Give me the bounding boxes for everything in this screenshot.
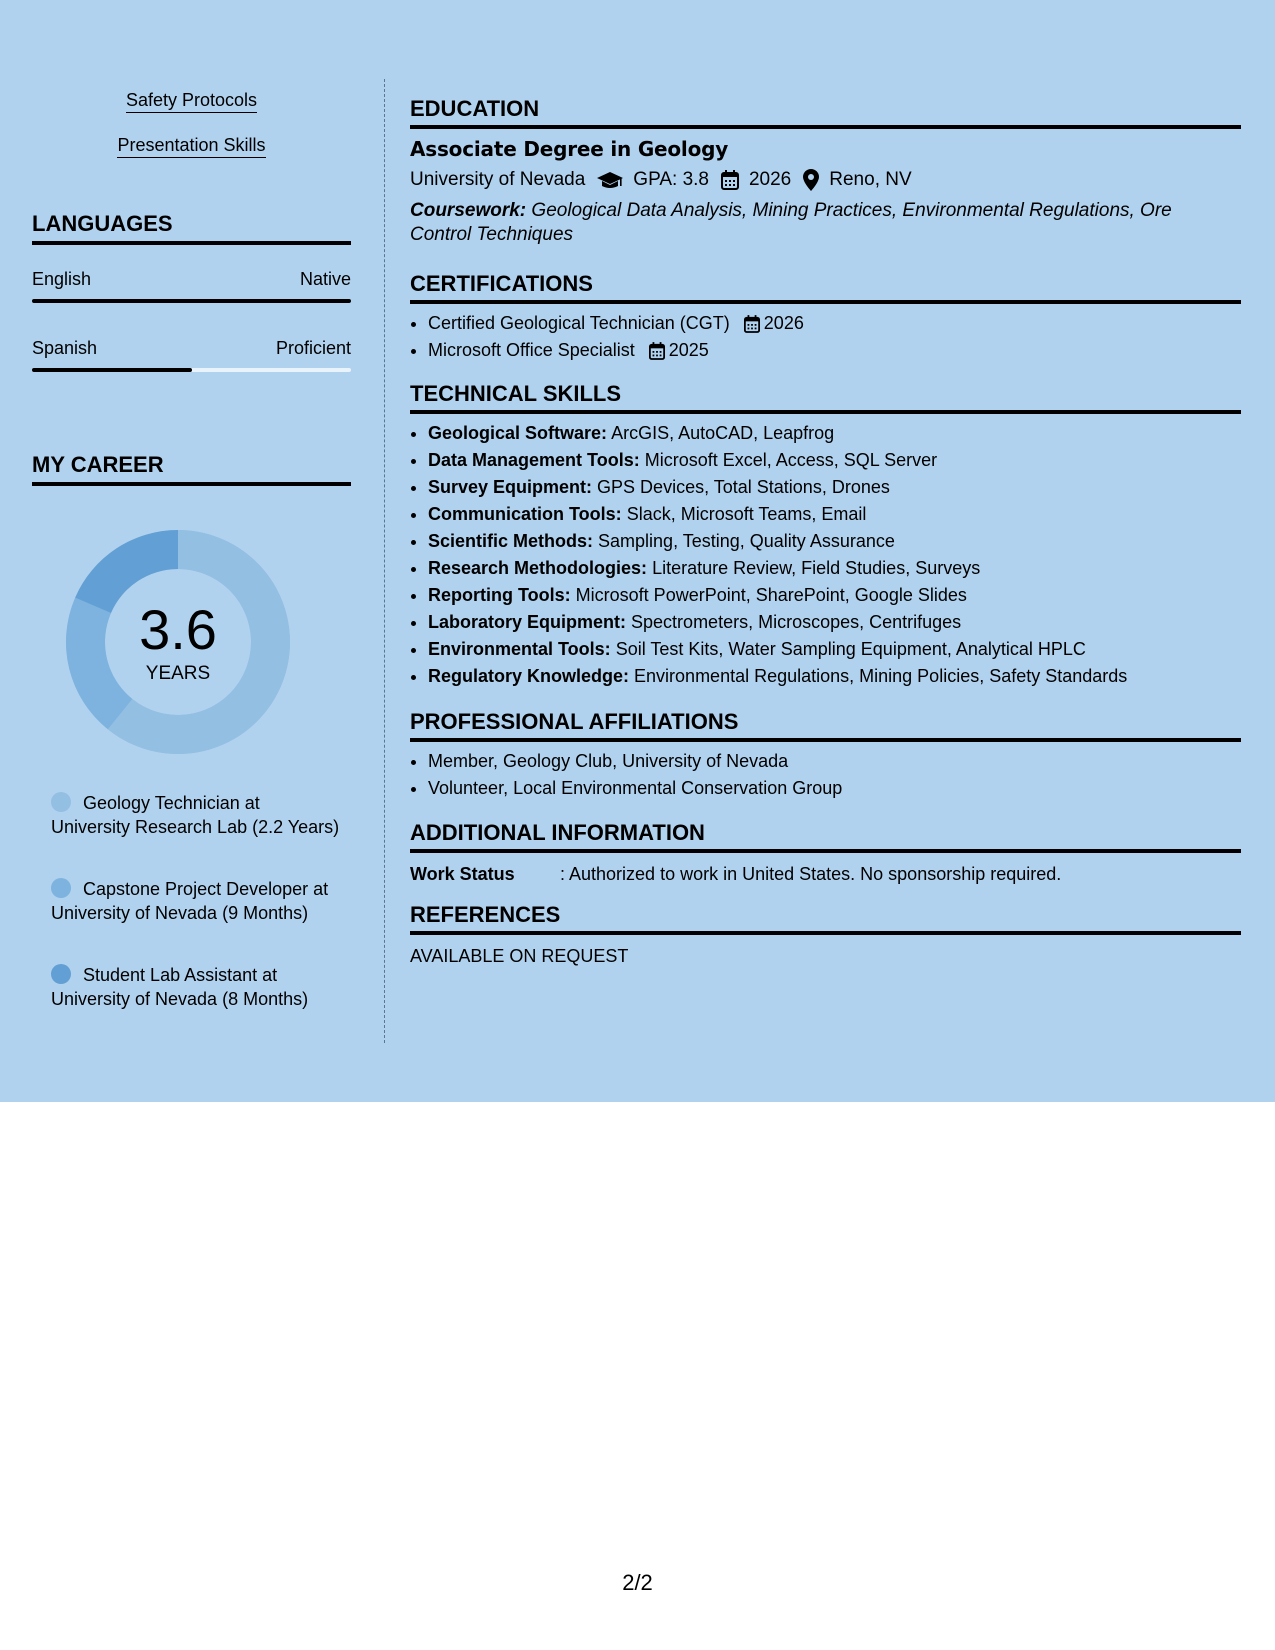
skill-category: Laboratory Equipment: <box>428 612 627 632</box>
career-total-unit: YEARS <box>145 663 211 684</box>
skill-category: Data Management Tools: <box>428 450 640 470</box>
skill-category: Research Methodologies: <box>428 558 648 578</box>
technical-skills-list <box>410 420 1241 690</box>
language-bar-spanish <box>32 368 351 372</box>
language-name: Spanish <box>32 338 98 358</box>
language-row-spanish <box>32 337 351 359</box>
skill-values: GPS Devices, Total Stations, Drones <box>597 477 890 497</box>
skill-label: Safety Protocols <box>126 90 257 113</box>
education-coursework <box>410 199 1230 247</box>
career-total-years: 3.6 <box>139 598 217 661</box>
skill-values: Microsoft PowerPoint, SharePoint, Google Slides <box>575 585 967 605</box>
skill-item <box>428 501 1241 528</box>
language-level: Native <box>299 269 351 289</box>
skill-category: Geological Software: <box>428 423 608 443</box>
certification-year: 2026 <box>763 313 804 333</box>
education-school: University of Nevada <box>410 169 586 190</box>
donut-center <box>66 530 290 754</box>
map-pin-icon <box>803 169 819 191</box>
skill-presentation-skills <box>32 134 351 156</box>
additional-info-heading: ADDITIONAL INFORMATION <box>410 820 1241 853</box>
education-heading: EDUCATION <box>410 96 1241 129</box>
coursework-label: Coursework: <box>410 200 527 221</box>
career-legend-dot <box>51 964 71 984</box>
certifications-heading: CERTIFICATIONS <box>410 271 1241 304</box>
skill-values: Environmental Regulations, Mining Policies, Safety Standards <box>634 666 1128 686</box>
skill-category: Survey Equipment: <box>428 477 593 497</box>
page-number: 2/2 <box>622 1570 653 1595</box>
affiliations-heading: PROFESSIONAL AFFILIATIONS <box>410 709 1241 742</box>
graduation-cap-icon <box>597 170 623 190</box>
certification-name: • Certified Geological Technician (CGT) <box>428 313 730 333</box>
language-bar-fill <box>32 299 351 303</box>
skill-item <box>428 609 1241 636</box>
skill-safety-protocols <box>32 89 351 111</box>
skill-item <box>428 636 1241 663</box>
skill-category: Scientific Methods: <box>428 531 594 551</box>
skill-item <box>428 555 1241 582</box>
certification-item <box>428 337 1241 364</box>
education-degree: Associate Degree in Geology <box>410 137 729 161</box>
skill-category: Reporting Tools: <box>428 585 571 605</box>
language-bar-fill <box>32 368 192 372</box>
skill-values: Microsoft Excel, Access, SQL Server <box>644 450 938 470</box>
language-row-english <box>32 268 351 290</box>
skill-values: ArcGIS, AutoCAD, Leapfrog <box>611 423 835 443</box>
skill-values: Sampling, Testing, Quality Assurance <box>598 531 895 551</box>
certifications-list <box>410 310 1241 364</box>
education-year: 2026 <box>748 169 792 190</box>
certification-item <box>428 310 1241 337</box>
certification-year: 2025 <box>668 340 709 360</box>
career-item-label: Student Lab Assistant at University of Nevada (8 Months) <box>51 965 309 1009</box>
column-divider <box>384 79 385 1043</box>
certification-name: • Microsoft Office Specialist <box>428 340 635 360</box>
languages-heading: LANGUAGES <box>32 211 351 245</box>
coursework-list: Geological Data Analysis, Mining Practices, Environmental Regulations, Ore Control Techniques <box>410 200 1172 245</box>
career-heading: MY CAREER <box>32 452 351 486</box>
career-item <box>51 963 341 1011</box>
education-details <box>410 168 912 192</box>
calendar-icon <box>721 170 739 190</box>
affiliation-item: • Member, Geology Club, University of Nevada <box>428 748 1241 775</box>
career-item-label: Geology Technician at University Research Lab (2.2 Years) <box>51 793 340 837</box>
skill-values: Soil Test Kits, Water Sampling Equipment, Analytical HPLC <box>615 639 1086 659</box>
work-status <box>410 862 1061 886</box>
affiliations-list <box>410 748 1241 802</box>
career-legend-dot <box>51 878 71 898</box>
skill-item <box>428 663 1241 690</box>
references-text: AVAILABLE ON REQUEST <box>410 946 629 966</box>
skill-category: Communication Tools: <box>428 504 622 524</box>
work-status-label: Work Status <box>410 864 515 884</box>
career-donut-chart <box>66 530 290 754</box>
calendar-icon <box>649 342 665 360</box>
skill-item <box>428 420 1241 447</box>
skill-item <box>428 528 1241 555</box>
career-item-label: Capstone Project Developer at University of Nevada (9 Months) <box>51 879 329 923</box>
skill-category: Environmental Tools: <box>428 639 611 659</box>
affiliation-item: • Volunteer, Local Environmental Conservation Group <box>428 775 1241 802</box>
language-level: Proficient <box>275 338 351 358</box>
references-heading: REFERENCES <box>410 902 1241 935</box>
language-bar-english <box>32 299 351 303</box>
skill-label: Presentation Skills <box>117 135 265 158</box>
skill-values: Literature Review, Field Studies, Surveys <box>652 558 981 578</box>
language-name: English <box>32 269 92 289</box>
education-gpa: GPA: 3.8 <box>633 169 709 190</box>
career-item <box>51 791 341 839</box>
skill-values: Slack, Microsoft Teams, Email <box>626 504 867 524</box>
skill-category: Regulatory Knowledge: <box>428 666 630 686</box>
education-location: Reno, NV <box>829 169 912 190</box>
skill-item <box>428 582 1241 609</box>
career-legend-dot <box>51 792 71 812</box>
calendar-icon <box>744 315 760 333</box>
career-item <box>51 877 341 925</box>
work-status-value: : Authorized to work in United States. No sponsorship required. <box>560 864 1062 884</box>
skill-values: Spectrometers, Microscopes, Centrifuges <box>631 612 962 632</box>
technical-skills-heading: TECHNICAL SKILLS <box>410 381 1241 414</box>
skill-item <box>428 447 1241 474</box>
skill-item <box>428 474 1241 501</box>
